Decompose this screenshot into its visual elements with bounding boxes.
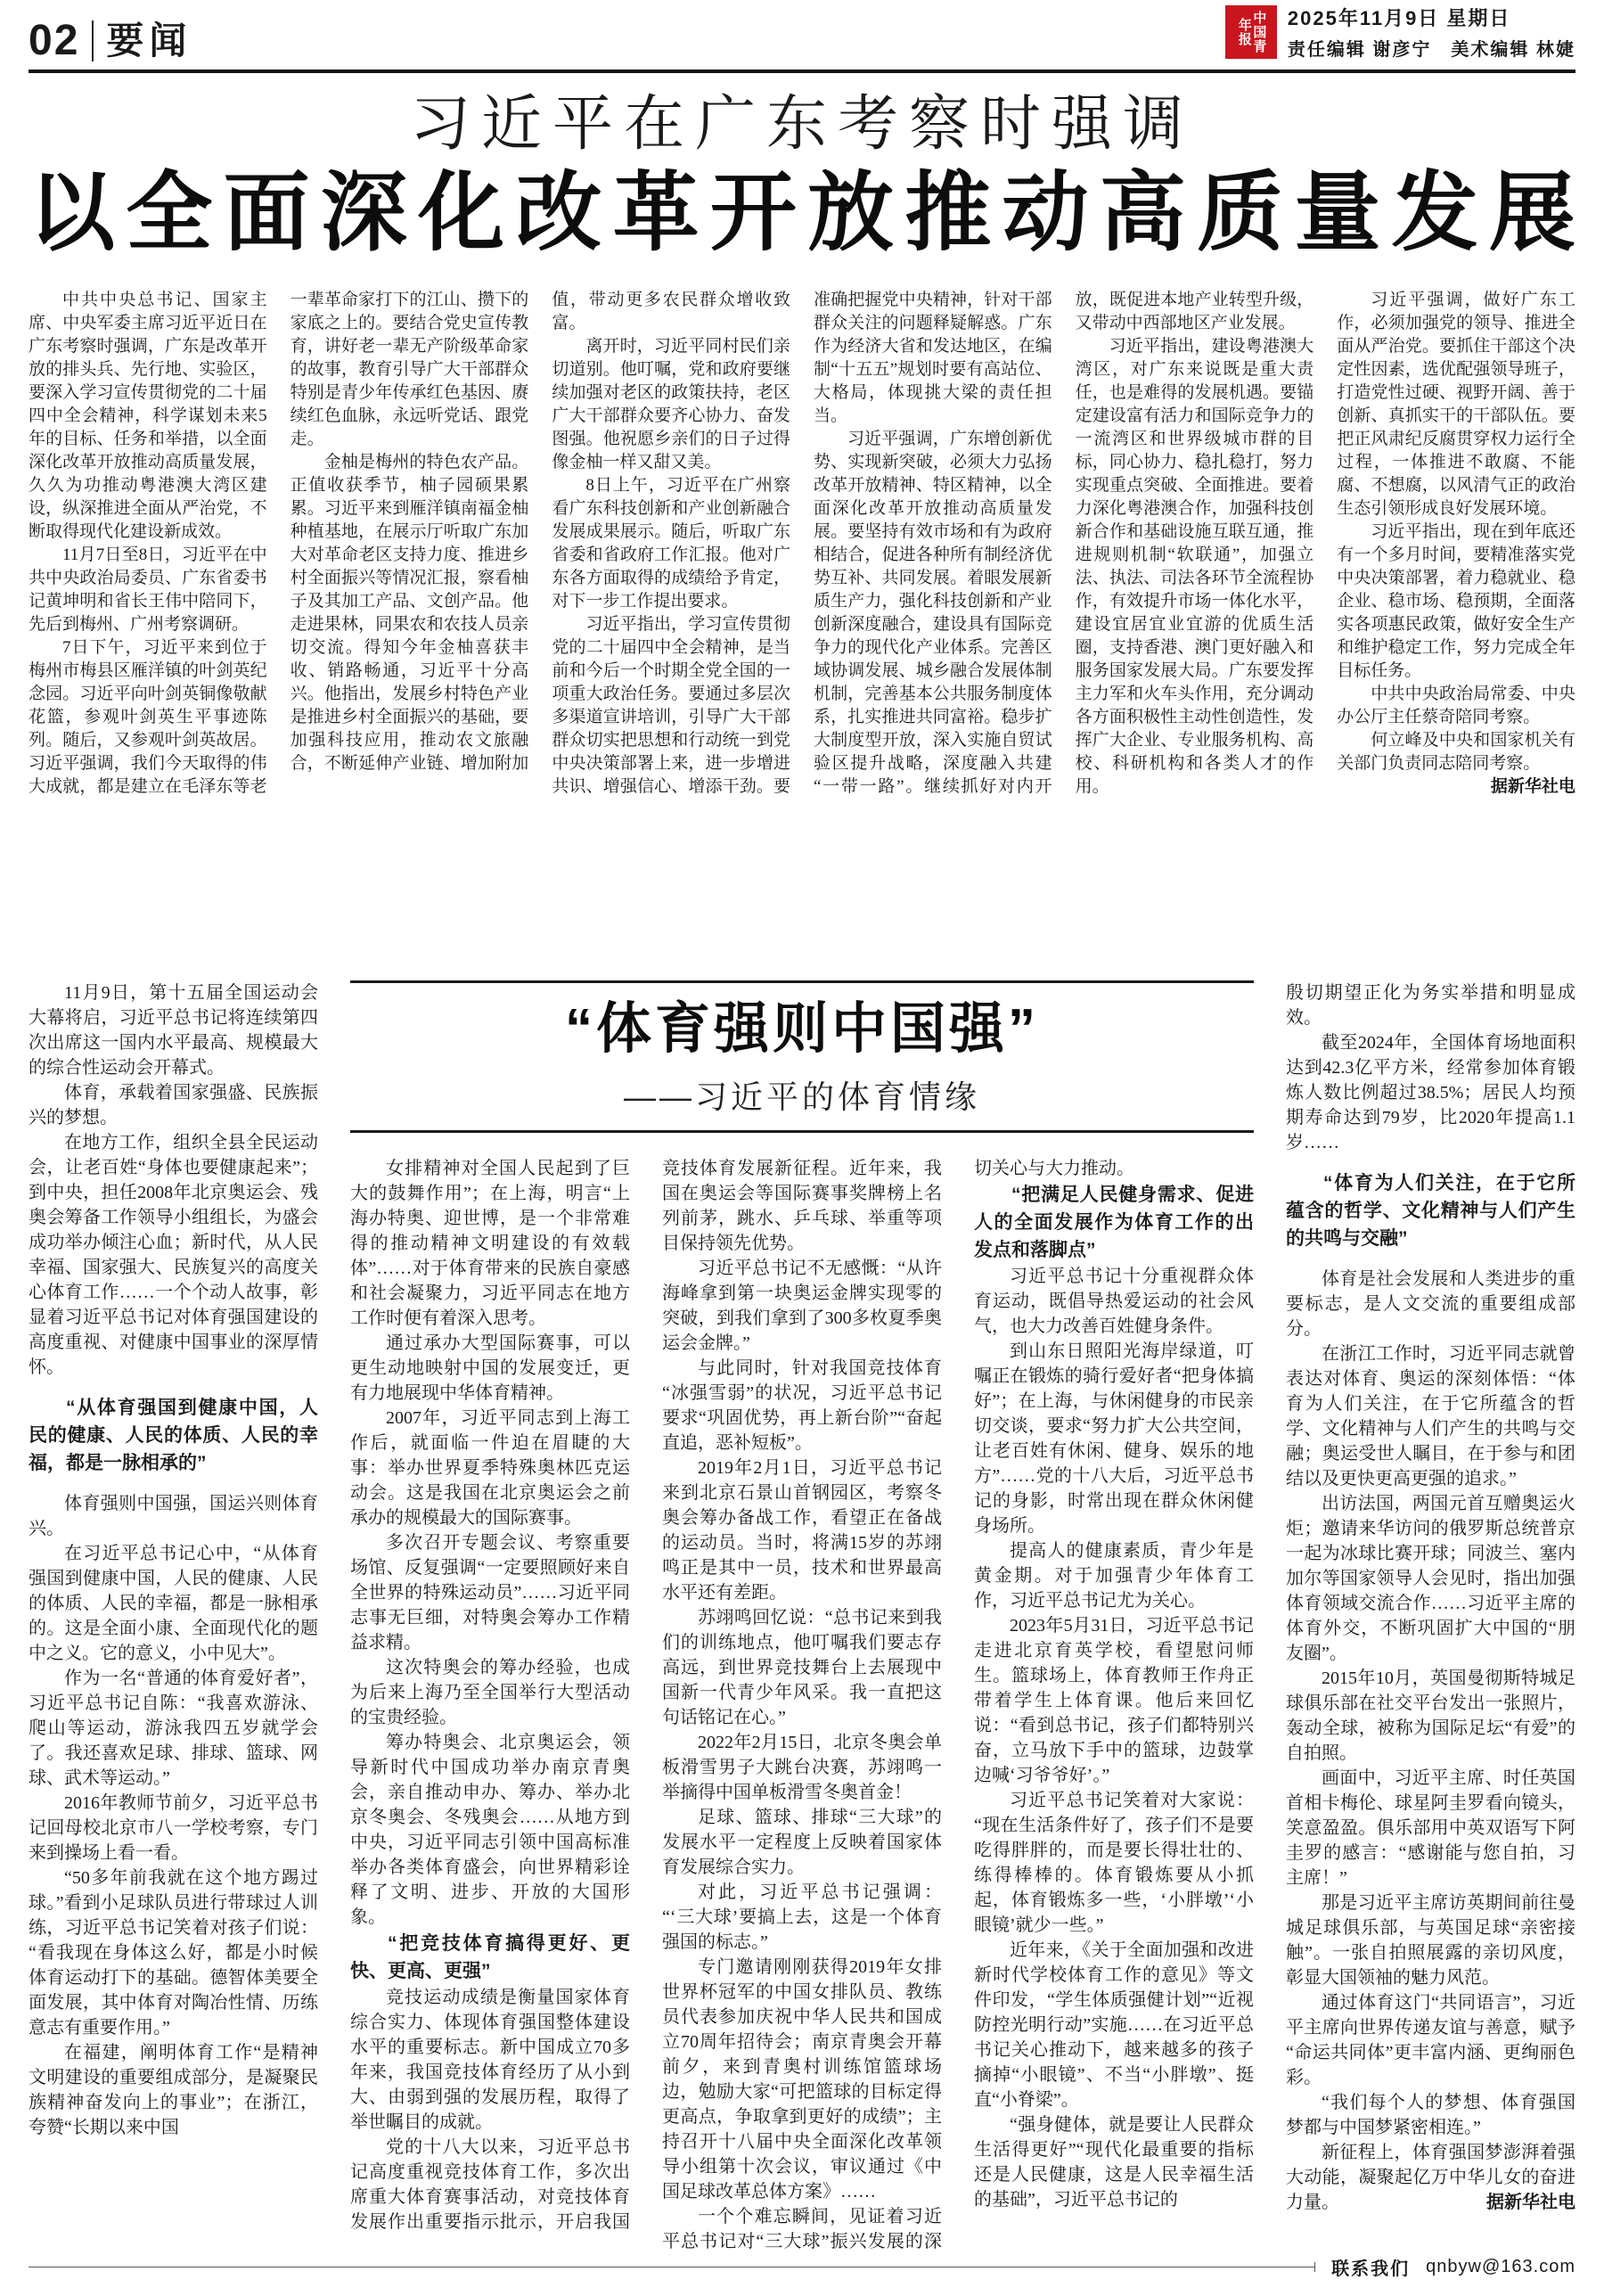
header-rule (29, 70, 1575, 73)
column-subhead: “体育为人们关注，在于它所蕴含的哲学、文化精神与人们产生的共鸣与交融” (1286, 1173, 1575, 1250)
paragraph: “我们每个人的梦想、体育强国梦都与中国梦紧密相连。” (1286, 2093, 1575, 2138)
article-sports (29, 980, 1575, 2253)
sports-column-last (1286, 980, 1575, 2253)
sports-column-first (29, 980, 318, 2253)
paragraph: 出访法国，两国元首互赠奥运火炬；邀请来华访问的俄罗斯总统普京一起为冰球比赛开球；同波兰、塞内加尔等国家领导人会见时，指出加强体育领域交流合作……习近平主席的体育外交，不断巩固扩大中国的“朋友圈”。 (1286, 1494, 1575, 1664)
contact-email[interactable]: qnbyw@163.com (1426, 2257, 1575, 2276)
paragraph: 对此，习近平总书记强调：“‘三大球’要搞上去，这是一个体育强国的标志。” (662, 1882, 942, 1953)
sports-subtitle: ——习近平的体育情缘 (623, 1078, 980, 1116)
paragraph: 2007年，习近平同志到上海工作后，就面临一件迫在眉睫的大事：举办世界夏季特殊奥林匹克运动会。这是我国在北京奥运会之前承办的规模最大的国际赛事。 (350, 1408, 630, 1529)
page-header (29, 0, 1575, 62)
article-body-columns (29, 289, 1575, 927)
paragraph: 足球、篮球、排球“三大球”的发展水平一定程度上反映着国家体育发展综合实力。 (662, 1808, 942, 1878)
paragraph: 离开时，习近平同村民们亲切道别。他叮嘱，党和政府要继续加强对老区的政策扶持，老区广大干部群众要齐心协力、奋发图强。他祝愿乡亲们的日子过得像金柚一样又甜又美。 (552, 337, 790, 472)
paragraph: 在浙江工作时，习近平同志就曾表达对体育、奥运的深刻体悟：“体育为人们关注，在于它所蕴含的哲学、文化精神与人们产生的共鸣与交融；奥运受世人瞩目，在于参与和团结以及更快更高更强的追求。” (1286, 1344, 1575, 1489)
paragraph: 殷切期望正化为务实举措和明显成效。 (1286, 983, 1575, 1029)
paragraph: 2016年教师节前夕，习近平总书记回母校北京市八一学校考察，专门来到操场上看一看。 (29, 1793, 318, 1864)
paragraph: 新征程上，体育强国梦澎湃着强大动能，凝聚起亿万中华儿女的奋进力量。 据新华社电 (1286, 2140, 1575, 2215)
article-kicker: 习近平在广东考察时强调 (409, 90, 1194, 158)
date-line: 2025年11月9日 星期日 (1287, 7, 1511, 29)
paragraph: 通过承办大型国际赛事，可以更生动地映射中国的发展变迁，更有力地展现中华体育精神。 (350, 1333, 630, 1404)
paragraph: 11月7日至8日，习近平在中共中央政治局委员、广东省委书记黄坤明和省长王伟中陪同下，先后到梅州、广州考察调研。 (29, 545, 267, 635)
paragraph: 中共中央总书记、国家主席、中央军委主席习近平近日在广东考察时强调，广东是改革开放的排头兵、先行地、实验区，要深入学习宣传贯彻党的二十届四中全会精神，科学谋划未来5年的目标、任务和举措，以全面深化改革开放推动高质量发展，久久为功推动粤港澳大湾区建设，纵深推进全面从严治党，不断取得现代化建设新成效。 (29, 291, 267, 542)
article-lead (29, 90, 1575, 927)
paragraph: 筹办特奥会、北京奥运会，领导新时代中国成功举办南京青奥会，亲自推动申办、筹办、举办北京冬奥会、冬残奥会……从地方到中央，习近平同志引领中国高标准举办各类体育盛会，向世界精彩诠释了文明、进步、开放的大国形象。 (350, 1733, 630, 1928)
paragraph: 2023年5月31日，习近平总书记走进北京育英学校，看望慰问师生。篮球场上，体育教师王作舟正带着学生上体育课。他后来回忆说：“看到总书记，孩子们都特别兴奋，立马放下手中的篮球，边鼓掌边喊‘习爷爷好’。” (974, 1616, 1254, 1786)
paragraph: 2015年10月，英国曼彻斯特城足球俱乐部在社交平台发出一张照片，轰动全球，被称为国际足坛“有爱”的自拍照。 (1286, 1669, 1575, 1764)
sports-title: “体育强则中国强” (564, 998, 1039, 1061)
sports-middle-block (350, 980, 1254, 2253)
masthead-logo: 中国青年报 (1225, 5, 1277, 59)
paragraph: 在福建，阐明体育工作“是精神文明建设的重要组成部分，是凝聚民族精神奋发向上的事业”；在浙江，夸赞“长期以来中国 (29, 2043, 318, 2138)
paragraph: 2022年2月15日，北京冬奥会单板滑雪男子大跳台决赛，苏翊鸣一举摘得中国单板滑雪冬奥首金！ (662, 1733, 942, 1803)
paragraph: 党的十八大以来，习近平总书记高度重视竞技体育工作，多次出席重大体育赛事活动，对竞技体育发展作出重要指示批示，开启我国竞技体育发展新征程。近年来，我国在奥运会等国际赛事奖牌榜上名列前茅，跳水、乒乓球、举重等项目保持领先优势。 (350, 1159, 942, 2233)
paragraph: 到山东日照阳光海岸绿道，叮嘱正在锻炼的骑行爱好者“把身体搞好”；在上海，与休闲健身的市民亲切交谈，要求“努力扩大公共空间，让老百姓有休闲、健身、娱乐的地方”……党的十八大后，习近平总书记的身影，时常出现在群众休闲健身场所。 (974, 1341, 1254, 1537)
paragraph: 与此同时，针对我国竞技体育“冰强雪弱”的状况，习近平总书记要求“巩固优势，再上新台阶”“奋起直追，恶补短板”。 (662, 1358, 942, 1454)
section-title: 要闻 (106, 20, 192, 62)
paragraph: 通过体育这门“共同语言”，习近平主席向世界传递友谊与善意，赋予“命运共同体”更丰富内涵、更绚丽色彩。 (1286, 1993, 1575, 2088)
paragraph: 在习近平总书记心中，“从体育强国到健康中国，人民的健康、人民的体质、人民的幸福，都是一脉相承的。这是全面小康、全面现代化的题中之义。它的意义，小中见大”。 (29, 1544, 318, 1664)
paragraph: 习近平强调，做好广东工作，必须加强党的领导、推进全面从严治党。要抓住干部这个决定性因素，选优配强领导班子，打造党性过硬、视野开阔、善于创新、真抓实干的干部队伍。要把正风肃纪反腐贯穿权力运行全过程，一体推进不敢腐、不能腐、不想腐，以风清气正的政治生态引领形成良好发展环境。 (1337, 291, 1575, 519)
page-number: 02 (29, 17, 80, 64)
paragraph: 习近平总书记十分重视群众体育运动，既倡导热爱运动的社会风气，也大力改善百姓健身条件。 (974, 1267, 1254, 1337)
paragraph: 画面中，习近平主席、时任英国首相卡梅伦、球星阿圭罗看向镜头，笑意盈盈。俱乐部用中英双语写下阿圭罗的感言：“感谢能与您自拍，习主席！” (1286, 1768, 1575, 1889)
paragraph: 习近平总书记笑着对大家说：“现在生活条件好了，孩子们不是要吃得胖胖的，而是要长得壮壮的、练得棒棒的。体育锻炼要从小抓起，体育锻炼多一些，‘小胖墩’‘小眼镜’就少一些。” (974, 1791, 1254, 1936)
page-footer (29, 2254, 1575, 2280)
paragraph: 一个个难忘瞬间，见证着习近平总书记对“三大球”振兴发展的深切关心与大力推动。 (662, 1159, 1134, 2252)
paragraph: 苏翊鸣回忆说：“总书记来到我们的训练地点，他叮嘱我们要志存高远，到世界竞技舞台上去展现中国新一代青少年风采。我一直把这句话铭记在心。” (662, 1608, 942, 1728)
paragraph: 11月9日，第十五届全国运动会大幕将启，习近平总书记将连续第四次出席这一国内水平最高、规模最大的综合性运动会开幕式。 (29, 983, 318, 1078)
paragraph: 8日上午，习近平在广州察看广东科技创新和产业创新融合发展成果展示。随后，听取广东省委和省政府工作汇报。他对广东各方面取得的成绩给予肯定，对下一步工作提出要求。 (552, 476, 790, 611)
paragraph: 这次特奥会的筹办经验，也成为后来上海乃至全国举行大型活动的宝贵经验。 (350, 1658, 630, 1728)
paragraph: 近年来，《关于全面加强和改进新时代学校体育工作的意见》等文件印发，“学生体质强健计划”“近视防控光明行动”实施……在习近平总书记关心推动下，越来越多的孩子摘掉“小眼镜”、不当“小胖墩”、挺直“小脊梁”。 (974, 1940, 1254, 2111)
paragraph: 截至2024年，全国体育场地面积达到42.3亿平方米，经常参加体育锻炼人数比例超过38.5%；居民人均预期寿命达到79岁，比2020年提高1.1岁…… (1286, 1033, 1575, 1153)
paragraph: 体育，承载着国家强盛、民族振兴的梦想。 (29, 1083, 318, 1128)
paragraph: 提高人的健康素质，青少年是黄金期。对于加强青少年体育工作，习近平总书记尤为关心。 (974, 1541, 1254, 1611)
paragraph: 女排精神对全国人民起到了巨大的鼓舞作用”；在上海，明言“上海办特奥、迎世博，是一个非常难得的推动精神文明建设的有效载体”……对于体育带来的民族自豪感和社会凝聚力，习近平同志在地方工作时便有着深入思考。 (350, 1159, 630, 1329)
contact-label: 联系我们 (1331, 2259, 1411, 2279)
paragraph: 竞技运动成绩是衡量国家体育综合实力、体现体育强国整体建设水平的重要标志。新中国成立70多年来，我国竞技体育经历了从小到大、由弱到强的发展历程，取得了举世瞩目的成就。 (350, 1988, 630, 2133)
column-subhead: “从体育强国到健康中国，人民的健康、人民的体质、人民的幸福，都是一脉相承的” (29, 1398, 318, 1474)
paragraph: 在地方工作，组织全县全民运动会，让老百姓“身体也要健康起来”；到中央，担任2008年北京奥运会、残奥会筹备工作领导小组组长，为盛会成功举办倾注心血；新时代，从人民幸福、国家强大、民族复兴的高度关心体育工作……一个个动人故事，彰显着习近平总书记对体育强国建设的高度重视、对健康中国事业的深厚情怀。 (29, 1133, 318, 1378)
paragraph: 作为一名“普通的体育爱好者”，习近平总书记自陈：“我喜欢游泳、爬山等运动，游泳我四五岁就学会了。我还喜欢足球、排球、篮球、网球、武术等运动。” (29, 1669, 318, 1789)
paragraph: “50多年前我就在这个地方踢过球。”看到小足球队员进行带球过人训练，习近平总书记笑着对孩子们说：“看我现在身体这么好，都是小时候体育运动打下的基础。德智体美要全面发展，其中体育对陶冶性情、历练意志有重要作用。” (29, 1868, 318, 2038)
paragraph: “强身健体，就是要让人民群众生活得更好”“现代化最重要的指标还是人民健康，这是人民幸福生活的基础”，习近平总书记的 (974, 2115, 1254, 2210)
paragraph: 何立峰及中央和国家机关有关部门负责同志陪同考察。 (1337, 731, 1575, 774)
editors-line: 责任编辑 谢彦宁 美术编辑 林婕 (1287, 40, 1575, 60)
sports-title-block (350, 980, 1254, 1133)
column-subhead: “把竞技体育搞得更好、更快、更高、更强” (350, 1933, 630, 1982)
article-headline: 以全面深化改革开放推动高质量发展 (29, 164, 1575, 262)
sports-middle-columns (350, 1156, 1254, 2253)
paragraph: 金柚是梅州的特色农产品。正值收获季节，柚子园硕果累累。习近平来到雁洋镇南福金柚种植基地，在展示厅听取广东加大对革命老区支持力度、推进乡村全面振兴等情况汇报，察看柚子及其加工产品、文创产品。他走进果林，同果农和农技人员亲切交流。得知今年金柚喜获丰收、销路畅通，习近平十分高兴。他指出，发展乡村特色产业是推进乡村全面振兴的基础，要加强科技应用，推动农文旅融合，不断延伸产业链、增加附加值，带动更多农民群众增收致富。 (290, 291, 790, 774)
paragraph: 习近平指出，学习宣传贯彻党的二十届四中全会精神，是当前和今后一个时期全党全国的一项重大政治任务。要通过多层次多渠道宣讲培训，引导广大干部群众切实把思想和行动统一到党中央决策部署上来，进一步增进共识、增强信心、增添干劲。要准确把握党中央精神，针对干部群众关注的问题释疑解惑。广东作为经济大省和发达地区，在编制“十五五”规划时要有高站位、大格局，体现挑大梁的责任担当。 (552, 291, 1052, 797)
source-signoff: 据新华社电 (1490, 777, 1575, 797)
paragraph: 那是习近平主席访英期间前往曼城足球俱乐部，与英国足球“亲密接触”。一张自拍照展露的亲切风度，彰显大国领袖的魅力风范。 (1286, 1893, 1575, 1988)
paragraph: 2019年2月1日，习近平总书记来到北京石景山首钢园区，考察冬奥会筹办备战工作，看望正在备战的运动员。当时，将满15岁的苏翊鸣正是其中一员，技术和世界最高水平还有差距。 (662, 1458, 942, 1603)
paragraph: 中共中央政治局常委、中央办公厅主任蔡奇陪同考察。 (1337, 685, 1575, 727)
paragraph: 多次召开专题会议、考察重要场馆、反复强调“一定要照顾好来自全世界的特殊运动员”……习近平同志事无巨细，对特奥会筹办工作精益求精。 (350, 1533, 630, 1653)
source-signoff: 据新华社电 (1486, 2193, 1575, 2213)
paragraph: 习近平强调，广东增创新优势、实现新突破，必须大力弘扬改革开放精神、特区精神，以全面深化改革开放推动高质量发展。要坚持有效市场和有为政府相结合，促进各种所有制经济优势互补、共同发展。着眼发展新质生产力，强化科技创新和产业创新深度融合，建设具有国际竞争力的现代化产业体系。完善区域协调发展、城乡融合发展体制机制，完善基本公共服务制度体系，扎实推进共同富裕。稳步扩大制度型开放，深入实施自贸试验区提升战略，深度融入共建“一带一路”。继续抓好对内开放，既促进本地产业转型升级，又带动中西部地区产业发展。 (813, 291, 1314, 797)
paragraph: 习近平指出，现在到年底还有一个多月时间，要精准落实党中央决策部署，着力稳就业、稳企业、稳市场、稳预期，全面落实各项惠民政策，做好安全生产和维护稳定工作，努力完成全年目标任务。 (1337, 522, 1575, 681)
column-subhead: “把满足人民健身需求、促进人的全面发展作为体育工作的出发点和落脚点” (974, 1185, 1254, 1261)
paragraph: 体育强则中国强，国运兴则体育兴。 (29, 1494, 318, 1539)
header-divider (92, 20, 94, 62)
paragraph: 专门邀请刚刚获得2019年女排世界杯冠军的中国女排队员、教练员代表参加庆祝中华人民共和国成立70周年招待会；南京青奥会开幕前夕，来到青奥村训练馆篮球场边，勉励大家“可把篮球的目标定得更高点，争取拿到更好的成绩”；主持召开十八届中央全面深化改革领导小组第十次会议，审议通过《中国足球改革总体方案》…… (662, 1957, 942, 2202)
paragraph: 7日下午，习近平来到位于梅州市梅县区雁洋镇的叶剑英纪念园。习近平向叶剑英铜像敬献花篮，参观叶剑英生平事迹陈列。随后，又参观叶剑英故居。习近平强调，我们今天取得的伟大成就，都是建立在毛泽东等老一辈革命家打下的江山、攒下的家底之上的。要结合党史宣传教育，讲好老一辈无产阶级革命家的故事，教育引导广大干部群众特别是青少年传承红色基因、赓续红色血脉，永远听党话、跟党走。 (29, 291, 529, 797)
paragraph: 习近平总书记不无感慨：“从许海峰拿到第一块奥运金牌实现零的突破，到我们拿到了300多枚夏季奥运会金牌。” (662, 1259, 942, 1354)
paragraph: 习近平指出，建设粤港澳大湾区，对广东来说既是重大责任，也是难得的发展机遇。要锚定建设富有活力和国际竞争力的一流湾区和世界级城市群的目标，同心协力、稳扎稳打，努力实现重点突破、全面推进。要着力深化粤港澳合作，加强科技创新合作和基础设施互联互通，推进规则机制“软联通”，加强立法、执法、司法各环节全流程协作，有效提升市场一体化水平，建设宜居宜业宜游的优质生活圈，支持香港、澳门更好融入和服务国家发展大局。广东要发挥主力军和火车头作用，充分调动各方面积极性主动性创造性，发挥广大企业、专业服务机构、高校、科研机构和各类人才的作用。 (1075, 337, 1314, 797)
paragraph: 体育是社会发展和人类进步的重要标志，是人文交流的重要组成部分。 (1286, 1269, 1575, 1340)
